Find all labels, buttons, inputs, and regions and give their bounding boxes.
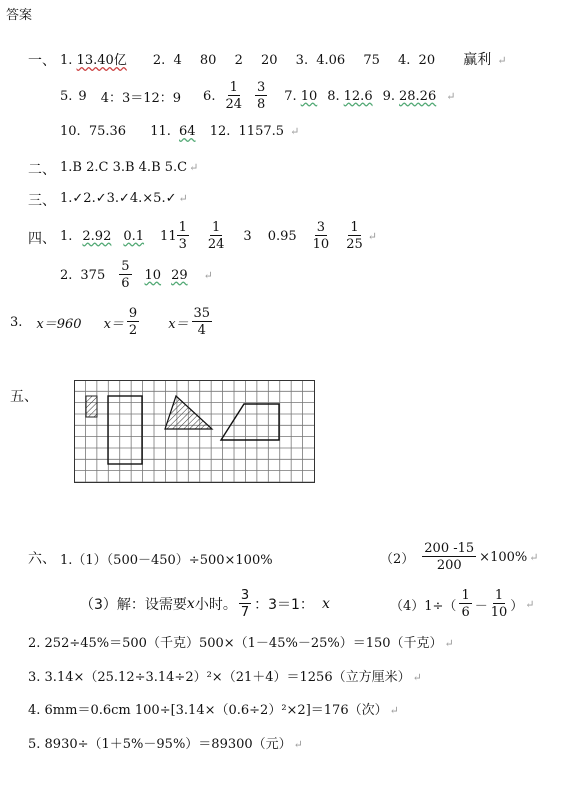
section-2-label: 二、 (28, 162, 56, 178)
return-mark-icon: ↵ (497, 54, 507, 67)
page-title: 答案 (6, 8, 33, 23)
shaded-rectangle (86, 396, 97, 417)
section-6-label: 六、 (28, 551, 56, 567)
section-4-line-3: 3. x＝960 x＝ $\frac{9}{2}$ x＝ $\frac{35}{4}$ (10, 306, 211, 338)
problem-6-2: 2. 252÷45%＝500（千克）500×（1－45%－25%）＝150（千克） ↵ (28, 636, 454, 651)
fraction: $\frac{1}{24}$ (225, 80, 242, 112)
section-4-line-2: 2. 375 $\frac{5}{6}$ 10 29 ↵ (60, 259, 213, 291)
fraction: $\frac{5}{6}$ (121, 259, 130, 291)
problem-6-4: 4. 6mm＝0.6cm 100÷[3.14×（0.6÷2）²×2]＝176（次） ↵ (28, 703, 399, 718)
trapezoid-shape (221, 404, 279, 440)
fraction: $\frac{1}{24}$ (207, 220, 225, 252)
problem-6-1-2: （2） $\frac{200 -15}{200}$ ×100% ↵ (380, 541, 539, 573)
return-mark-icon: ↵ (293, 738, 303, 751)
section-1-line-2: 5. 9 4：3＝12：9 6. $\frac{1}{24}$ $\frac{3}{8}$ 7. 10 8. 12.6 9. 28.26 ↵ (60, 80, 456, 112)
return-mark-icon: ↵ (203, 268, 213, 282)
section-1-line-1: 1. 13.40亿 2. 4 80 2 20 3. 4.06 75 4. 20 赢利 ↵ (60, 52, 507, 68)
problem-6-1-4: （4）1÷（ $\frac{1}{6}$ － $\frac{1}{10}$ ） ↵ (390, 588, 535, 620)
section-3-answers: 1.✓2.✓3.✓4.×5.✓ ↵ (60, 191, 188, 206)
fraction: $\frac{1}{10}$ (490, 588, 508, 620)
fraction: $\frac{3}{8}$ (257, 80, 266, 112)
return-mark-icon: ↵ (189, 161, 199, 174)
fraction: $\frac{200 -15}{200}$ (424, 541, 475, 573)
grid-figure (74, 380, 316, 484)
fraction: $\frac{1}{6}$ (461, 588, 470, 620)
fraction: $\frac{1}{25}$ (346, 220, 363, 252)
fraction: $\frac{3}{7}$ (240, 588, 250, 620)
section-5-label: 五、 (10, 389, 38, 405)
return-mark-icon: ↵ (444, 637, 454, 650)
return-mark-icon: ↵ (525, 597, 535, 611)
section-1-line-3: 10. 75.36 11. 64 12. 1157.5 ↵ (60, 124, 300, 139)
return-mark-icon: ↵ (389, 704, 399, 717)
return-mark-icon: ↵ (367, 229, 377, 243)
section-3-label: 三、 (28, 193, 56, 209)
return-mark-icon: ↵ (178, 192, 188, 205)
return-mark-icon: ↵ (446, 89, 456, 103)
return-mark-icon: ↵ (529, 550, 539, 564)
problem-6-3: 3. 3.14×（25.12÷3.14÷2）²×（21＋4）＝1256（立方厘米） ↵ (28, 670, 422, 685)
fraction: $\frac{9}{2}$ (128, 306, 138, 338)
fraction: $\frac{3}{10}$ (312, 220, 330, 252)
fraction: $\frac{1}{3}$ (178, 220, 187, 252)
fraction: $\frac{35}{4}$ (193, 306, 211, 338)
problem-6-5: 5. 8930÷（1＋5%－95%）＝89300（元） ↵ (28, 737, 303, 752)
section-2-answers: 1.B 2.C 3.B 4.B 5.C ↵ (60, 160, 199, 175)
problem-6-1-1: 1.（1）（500－450）÷500×100% (60, 553, 273, 568)
return-mark-icon: ↵ (290, 125, 300, 138)
rectangle-shape (108, 396, 142, 464)
section-1-label: 一、 (28, 53, 56, 69)
section-4-label: 四、 (28, 231, 56, 247)
problem-6-1-3: （3）解：设需要 x 小时。 $\frac{3}{7}$ ：3＝1： x (80, 588, 330, 620)
return-mark-icon: ↵ (412, 671, 422, 684)
section-4-line-1: 1. 2.92 0.1 11 $\frac{1}{3}$ $\frac{1}{24}$ 3 0.95 $\frac{3}{10}$ $\frac{1}{25}$ ↵ (60, 220, 377, 252)
